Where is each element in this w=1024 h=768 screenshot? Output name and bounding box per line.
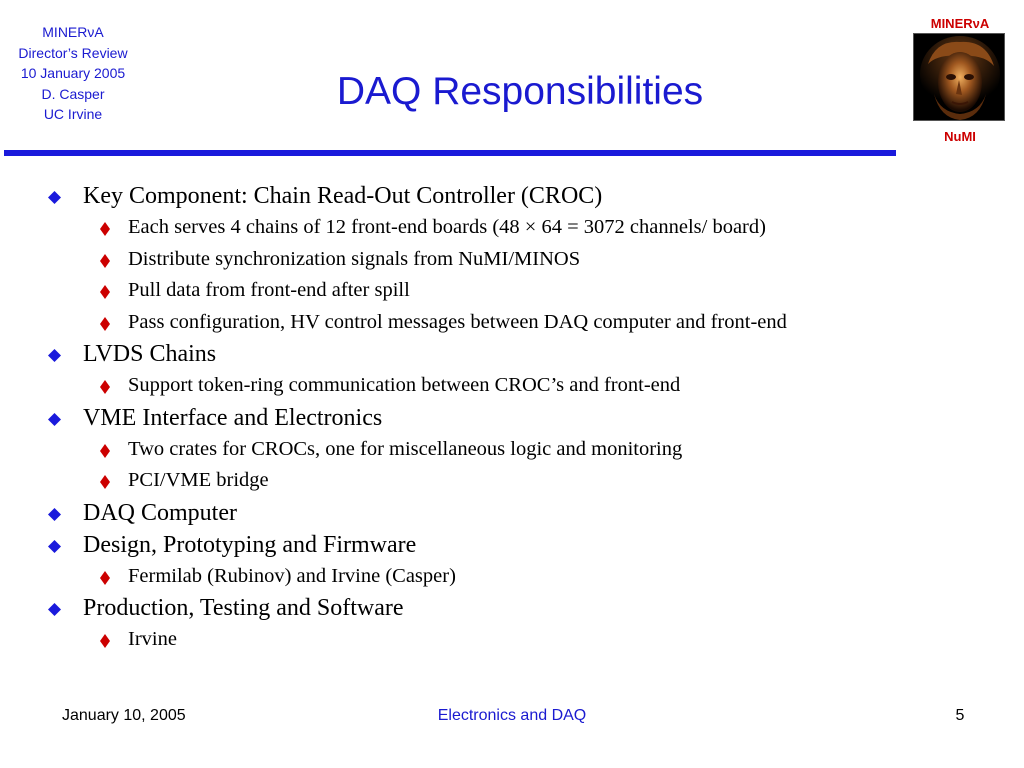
logo-label-top: MINERνA xyxy=(930,16,990,31)
small-diamond-bullet-icon xyxy=(100,380,110,394)
header-info xyxy=(0,22,146,125)
diamond-bullet-icon xyxy=(48,191,61,204)
sub-bullet-text: Fermilab (Rubinov) and Irvine (Casper) xyxy=(128,564,456,587)
logo-label-bottom: NuMI xyxy=(944,129,976,144)
meeting-date: 10 January 2005 xyxy=(20,65,126,81)
meeting-name: Director’s Review xyxy=(18,44,128,61)
small-diamond-bullet-icon xyxy=(100,285,110,299)
sub-bullet-item xyxy=(48,307,1008,339)
bullet-item xyxy=(48,497,1008,529)
diamond-bullet-icon xyxy=(48,413,61,426)
diamond-bullet-icon xyxy=(48,603,61,616)
minerva-logo xyxy=(913,33,1005,121)
slide-title: DAQ Responsibilities xyxy=(336,70,704,113)
sub-bullet-item xyxy=(48,434,1008,466)
sub-bullet-item xyxy=(48,465,1008,497)
bullet-text: LVDS Chains xyxy=(83,341,217,367)
sub-bullet-item xyxy=(48,624,1008,656)
small-diamond-bullet-icon xyxy=(100,475,110,489)
small-diamond-bullet-icon xyxy=(100,634,110,648)
bullet-text: VME Interface and Electronics xyxy=(83,404,383,431)
small-diamond-bullet-icon xyxy=(100,571,110,585)
sub-bullet-item xyxy=(48,275,1008,307)
bullet-item xyxy=(48,180,1008,212)
bullet-item xyxy=(48,402,1008,434)
sub-bullet-text: Irvine xyxy=(128,628,177,650)
bullet-text: Production, Testing and Software xyxy=(83,595,404,621)
title-rule xyxy=(4,150,896,156)
diamond-bullet-icon xyxy=(48,540,61,553)
small-diamond-bullet-icon xyxy=(100,254,110,268)
face-logo-icon xyxy=(914,34,1005,121)
small-diamond-bullet-icon xyxy=(100,222,110,236)
bullet-item xyxy=(48,338,1008,370)
bullet-text: Key Component: Chain Read-Out Controller (CROC) xyxy=(83,183,603,209)
author-name: D. Casper xyxy=(41,85,105,102)
bullet-text: DAQ Computer xyxy=(83,499,237,526)
diamond-bullet-icon xyxy=(48,349,61,362)
sub-bullet-text: Two crates for CROCs, one for miscellaneous logic and monitoring xyxy=(128,437,683,460)
bullet-list xyxy=(48,180,1008,656)
small-diamond-bullet-icon xyxy=(100,317,110,331)
footer-date: January 10, 2005 xyxy=(62,707,186,724)
bullet-text: Design, Prototyping and Firmware xyxy=(83,531,417,558)
footer-title: Electronics and DAQ xyxy=(437,707,587,724)
sub-bullet-item xyxy=(48,244,1008,276)
small-diamond-bullet-icon xyxy=(100,444,110,458)
author-affiliation: UC Irvine xyxy=(43,106,103,122)
project-name: MINERνA xyxy=(42,24,104,40)
sub-bullet-text: Pass configuration, HV control messages between DAQ computer and front-end xyxy=(128,310,787,333)
sub-bullet-item xyxy=(48,370,1008,402)
sub-bullet-text: Distribute synchronization signals from NuMI/MINOS xyxy=(128,247,581,270)
bullet-item xyxy=(48,592,1008,624)
sub-bullet-item xyxy=(48,212,1008,244)
sub-bullet-text: Each serves 4 chains of 12 front-end boards (48 × 64 = 3072 channels/ board) xyxy=(128,216,766,238)
sub-bullet-item xyxy=(48,561,1008,593)
sub-bullet-text: PCI/VME bridge xyxy=(128,469,269,491)
page-number: 5 xyxy=(955,707,965,724)
sub-bullet-text: Support token-ring communication between CROC’s and front-end xyxy=(128,374,681,396)
bullet-item xyxy=(48,529,1008,561)
diamond-bullet-icon xyxy=(48,508,61,521)
sub-bullet-text: Pull data from front-end after spill xyxy=(128,279,410,301)
